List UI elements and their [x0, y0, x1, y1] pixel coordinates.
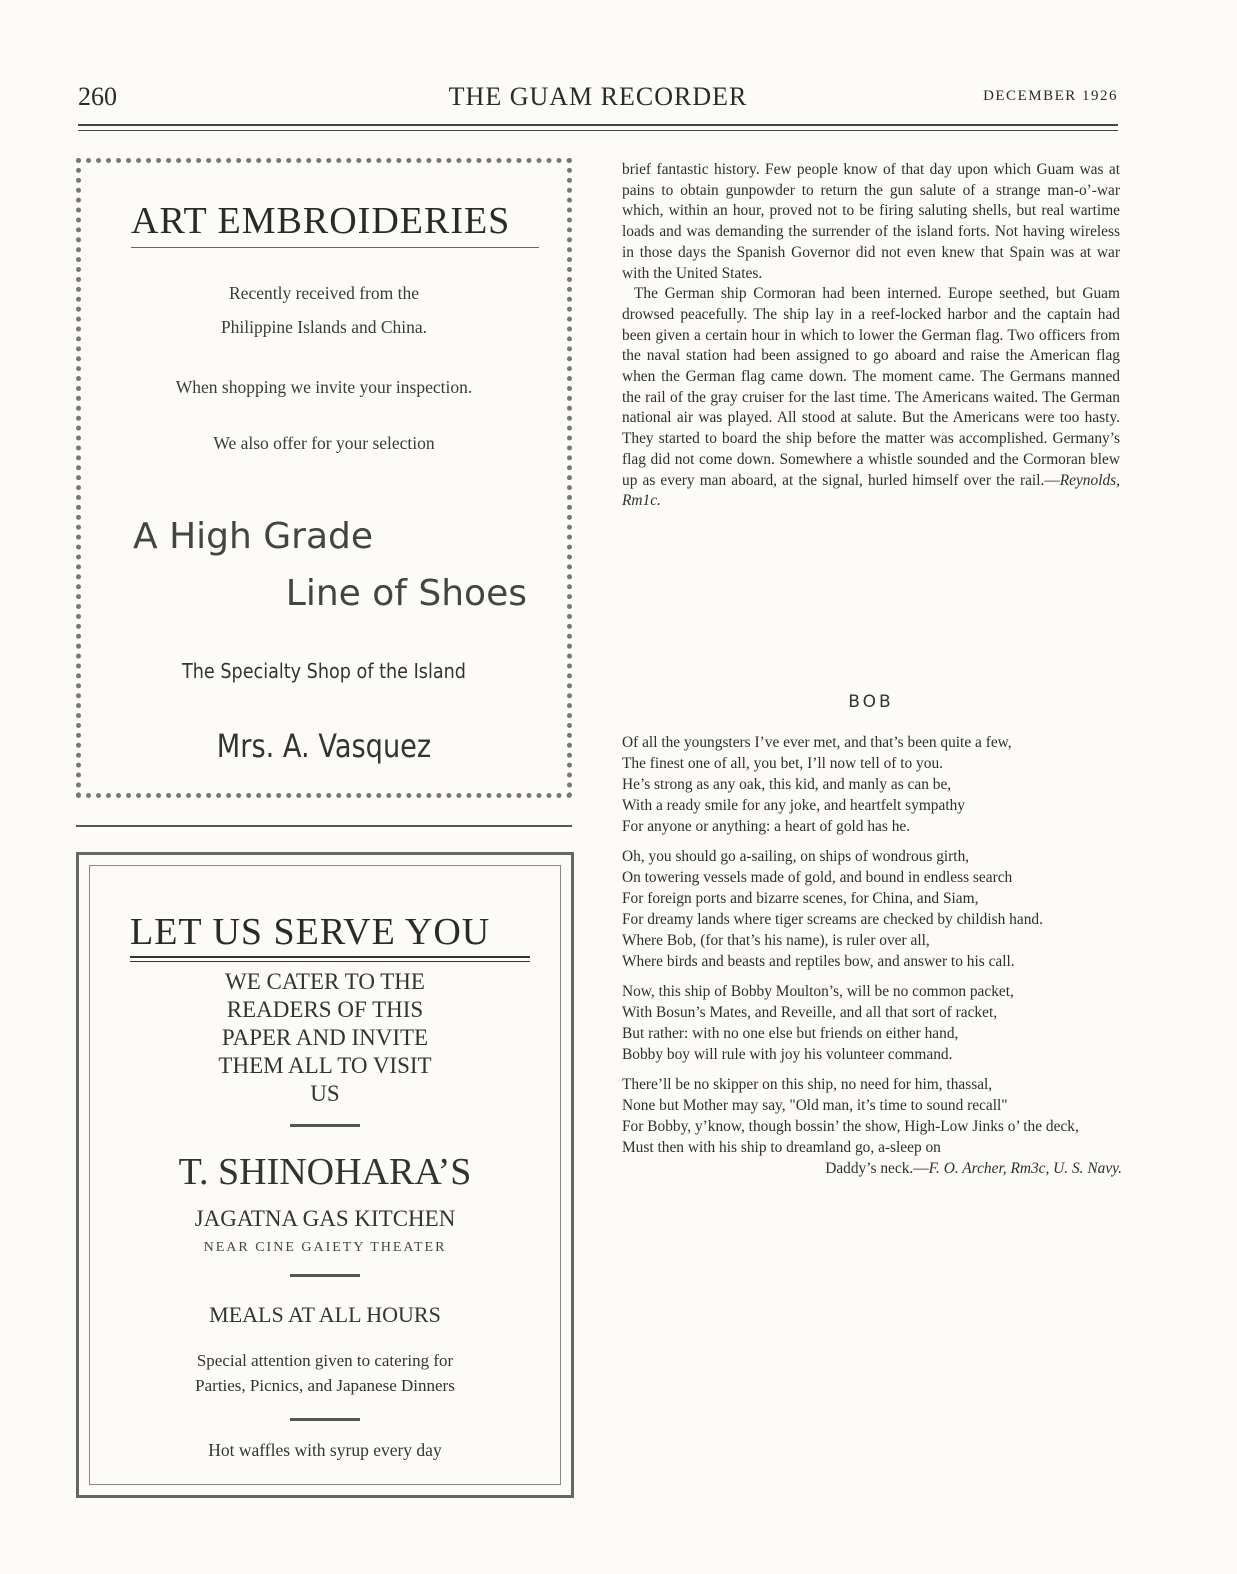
ornament-divider [290, 1124, 360, 1127]
ornament-divider [290, 1418, 360, 1421]
poem-line: None but Mother may say, "Old man, it’s time to sound recall" [622, 1097, 1008, 1114]
poem-line: On towering vessels made of gold, and bound in endless search [622, 869, 1013, 886]
poem-line: For dreamy lands where tiger screams are checked by childish hand. [622, 911, 1043, 928]
article-paragraph: brief fantastic history. Few people know of that day upon which Guam was at pains to obtain gunpowder to return the gun salute of a strange man-o’-war which, within an hour, proved not to be firing saluting shells, but real wartime loads and was demanding the surrender of the island forts. Not having wireless in those days the Spanish Governor did not even knew that Spain was at war with the United States. [622, 161, 1120, 282]
ad-line-received: Recently received from the [229, 283, 419, 303]
waffles-note: Hot waffles with syrup every day [208, 1440, 442, 1460]
header-rule-bottom [78, 130, 1118, 131]
catering-line: Parties, Picnics, and Japanese Dinners [195, 1376, 455, 1395]
ad-art-embroideries [76, 158, 572, 798]
business-name: T. SHINOHARA’S [178, 1151, 472, 1193]
stanza-gap [622, 1065, 1122, 1074]
poem-line: Oh, you should go a-sailing, on ships of wondrous girth, [622, 848, 970, 865]
poem-line: Bobby boy will rule with joy his volunteer command. [622, 1046, 953, 1063]
poem-line: For foreign ports and bizarre scenes, for China, and Siam, [622, 890, 979, 907]
cater-line: PAPER AND INVITE [221, 1025, 429, 1050]
ad-art-embroideries-body [91, 171, 557, 785]
poem-line: Where Bob, (for that’s his name), is ruler over all, [622, 932, 930, 949]
poem-title: BOB [848, 692, 894, 712]
ad-line-of-shoes: Line of Shoes [285, 573, 527, 614]
article-cormoran [622, 160, 1120, 512]
issue-date: DECEMBER 1926 [983, 88, 1118, 104]
cater-line: US [310, 1081, 340, 1106]
title-rule-thin [130, 961, 530, 962]
cater-line: READERS OF THIS [226, 997, 424, 1022]
header-rule-top [78, 124, 1118, 126]
business-kitchen: JAGATNA GAS KITCHEN [194, 1206, 456, 1231]
stanza-gap [622, 837, 1122, 846]
cater-line: WE CATER TO THE [225, 969, 425, 994]
poem-last-line [622, 1158, 1122, 1179]
title-rule [130, 956, 530, 958]
article-byline: Reynolds, Rm1c. [622, 471, 1120, 510]
poem-line: For anyone or anything: a heart of gold has he. [622, 818, 911, 835]
title-underline [131, 247, 539, 248]
article-paragraph [622, 284, 1120, 512]
poem-line: For Bobby, y’know, though bossin’ the show, High-Low Jinks o’ the deck, [622, 1118, 1079, 1135]
poem-body [622, 732, 1122, 1179]
ad-line-inspection: When shopping we invite your inspection. [175, 377, 473, 397]
catering-note [90, 1348, 560, 1398]
ad-line-selection: We also offer for your selection [213, 433, 435, 453]
meals-heading: MEALS AT ALL HOURS [209, 1302, 441, 1327]
ad-owner: Mrs. A. Vasquez [216, 727, 432, 765]
poem-line: With a ready smile for any joke, and heartfelt sympathy [622, 797, 965, 814]
stanza-gap [622, 972, 1122, 981]
poem-line: With Bosun’s Mates, and Reveille, and all that sort of racket, [622, 1004, 998, 1021]
ad-title: ART EMBROIDERIES [131, 200, 511, 242]
column-separator-rule [76, 825, 572, 827]
ad-cater-text [90, 968, 560, 1108]
page-header [78, 82, 1118, 116]
poem-line: Must then with his ship to dreamland go, a-sleep on [622, 1139, 941, 1156]
poem-byline: F. O. Archer, Rm3c, U. S. Navy. [928, 1160, 1122, 1177]
ad-title: LET US SERVE YOU [130, 911, 491, 953]
article-paragraph-text: The German ship Cormoran had been interned. Europe seethed, but Guam drowsed peacefully. The ship lay in a reef-locked harbor and the captain had been given a certain hour in which to lower the German flag. Two officers from the naval station had been assigned to go aboard and raise the American flag when the German flag came down. The moment came. The Germans manned the rail of the gray cruiser for the last time. The Americans waited. The German national air was played. All stood at salute. But the Americans were too hasty. They started to board the ship before the matter was accomplished. Germany’s flag did not come down. Somewhere a whistle sounded and the Cormoran blew up as every man aboard, at the signal, hurled himself over the rail.— [622, 285, 1120, 489]
poem-line: Where birds and beasts and reptiles bow, and answer to his call. [622, 953, 1015, 970]
ad-shinohara-body [89, 865, 561, 1485]
poem-line: Now, this ship of Bobby Moulton’s, will be no common packet, [622, 983, 1014, 1000]
poem-line: The finest one of all, you bet, I’ll now tell of to you. [622, 755, 943, 772]
cater-line: THEM ALL TO VISIT [218, 1053, 432, 1078]
poem-line: But rather: with no one else but friends on either hand, [622, 1025, 959, 1042]
publication-title: THE GUAM RECORDER [448, 82, 748, 111]
poem-last-line-text: Daddy’s neck.— [825, 1160, 929, 1177]
poem-line: He’s strong as any oak, this kid, and manly as can be, [622, 776, 952, 793]
ad-line-origin: Philippine Islands and China. [220, 317, 428, 337]
poem-line: Of all the youngsters I’ve ever met, and that’s been quite a few, [622, 734, 1012, 751]
ornament-divider [290, 1274, 360, 1277]
ad-shinohara [76, 852, 574, 1498]
ad-high-grade: A High Grade [133, 516, 374, 557]
catering-line: Special attention given to catering for [196, 1351, 454, 1370]
page-number: 260 [78, 82, 117, 111]
business-location: NEAR CINE GAIETY THEATER [203, 1240, 447, 1255]
ad-specialty-shop: The Specialty Shop of the Island [182, 659, 466, 683]
poem-line: There’ll be no skipper on this ship, no need for him, thassal, [622, 1076, 993, 1093]
